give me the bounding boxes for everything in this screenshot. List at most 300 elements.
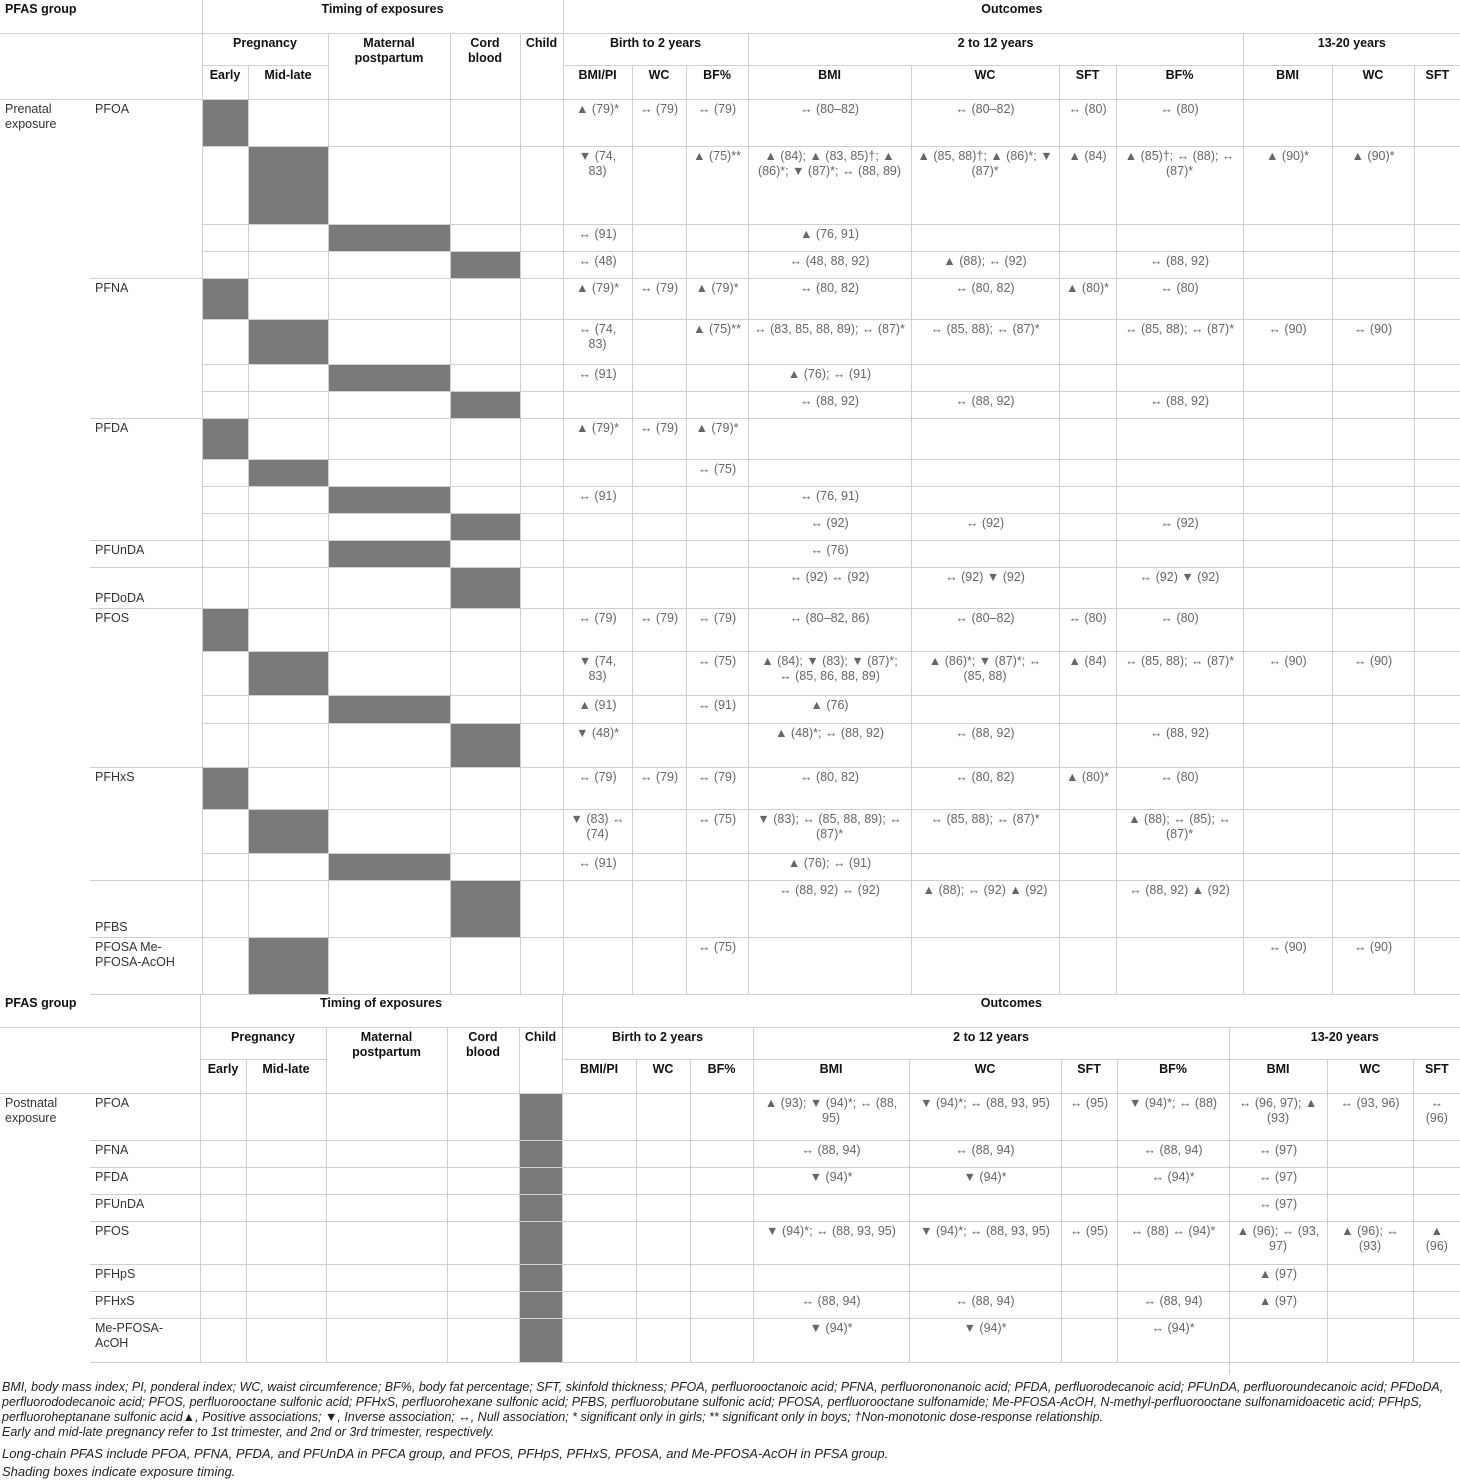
outcome-cell: ↔ (94)* (1117, 1167, 1229, 1194)
exposure-timing-cell (520, 540, 563, 567)
exposure-timing-cell (200, 1291, 246, 1318)
exposure-timing-cell (200, 1194, 246, 1221)
outcome-cell: ↔ (88, 94) (1117, 1291, 1229, 1318)
exposure-timing-cell (248, 251, 328, 278)
exposure-timing-cell (447, 1291, 519, 1318)
exposure-row (0, 1093, 1460, 1140)
outcome-cell (563, 937, 632, 994)
outcome-cell: ↔ (80) (1116, 608, 1243, 651)
outcome-cell (1414, 391, 1460, 418)
sft-header: SFT (1059, 65, 1116, 99)
exposure-timing-cell (520, 278, 563, 319)
exposure-timing-cell (519, 1140, 562, 1167)
wc-header: WC (1327, 1059, 1413, 1093)
exposure-timing-cell (246, 1093, 326, 1140)
outcome-cell: ↔ (88, 94) (753, 1291, 909, 1318)
outcome-cell (911, 418, 1059, 459)
exposure-timing-cell (519, 1264, 562, 1291)
exposure-timing-cell (447, 1194, 519, 1221)
exposure-timing-cell (520, 723, 563, 767)
pfas-compound-label: PFOA (90, 1093, 200, 1140)
postnatal-body (0, 1093, 1460, 1362)
outcome-cell (1243, 767, 1332, 809)
exposure-timing-cell (450, 513, 520, 540)
pfas-compound-label: Me-PFOSA-AcOH (90, 1318, 200, 1362)
outcome-cell: ▼ (94)*; ↔ (88, 93, 95) (909, 1093, 1061, 1140)
outcome-cell (1059, 486, 1116, 513)
exposure-timing-cell (520, 695, 563, 723)
outcome-cell (1327, 1167, 1413, 1194)
outcome-cell (1327, 1318, 1413, 1362)
outcome-cell: ▲ (80)* (1059, 278, 1116, 319)
outcome-cell: ▲ (84); ▼ (83); ▼ (87)*; ↔ (85, 86, 88, 89) (748, 651, 911, 695)
prenatal-body (0, 99, 1460, 994)
outcome-cell (748, 937, 911, 994)
outcome-cell (1116, 937, 1243, 994)
outcome-cell (1332, 880, 1414, 937)
outcome-cell: ↔ (79) (563, 608, 632, 651)
outcome-cell: ↔ (91) (563, 853, 632, 880)
exposure-timing-cell (450, 767, 520, 809)
exposure-timing-cell (520, 853, 563, 880)
exposure-timing-cell (328, 364, 450, 391)
outcome-cell: ▲ (80)* (1059, 767, 1116, 809)
outcome-cell: ▲ (91) (563, 695, 632, 723)
outcome-cell (562, 1093, 636, 1140)
outcome-cell: ↔ (75) (686, 459, 748, 486)
outcome-cell (1059, 459, 1116, 486)
outcome-cell: ▲ (93); ▼ (94)*; ↔ (88, 95) (753, 1093, 909, 1140)
outcome-cell (686, 224, 748, 251)
outcome-cell (1059, 853, 1116, 880)
outcome-cell (1414, 695, 1460, 723)
exposure-timing-cell (326, 1167, 447, 1194)
outcome-cell: ↔ (79) (632, 99, 686, 146)
timing-footnote: Early and mid-late pregnancy refer to 1st trimester, and 2nd or 3rd trimester, respectively. (2, 1425, 495, 1439)
outcome-cell (753, 1264, 909, 1291)
outcome-cell (632, 567, 686, 608)
exposure-row (0, 880, 1460, 937)
exposure-timing-cell (447, 1140, 519, 1167)
exposure-timing-cell (328, 418, 450, 459)
outcome-cell (1243, 567, 1332, 608)
mid-late-header: Mid-late (246, 1059, 326, 1093)
outcome-cell: ↔ (92) (748, 513, 911, 540)
exposure-row (0, 767, 1460, 809)
outcome-cell: ↔ (94)* (1117, 1318, 1229, 1362)
pfas-compound-label: PFUnDA (90, 1194, 200, 1221)
outcome-cell: ↔ (90) (1332, 319, 1414, 364)
outcome-cell (632, 540, 686, 567)
outcome-cell: ▲ (84); ▲ (83, 85)†; ▲ (86)*; ▼ (87)*; ↔ (88, 89) (748, 146, 911, 224)
outcome-cell: ▲ (79)* (563, 99, 632, 146)
exposure-timing-cell (246, 1264, 326, 1291)
outcome-cell (1332, 723, 1414, 767)
outcome-cell: ▲ (88); ↔ (92) (911, 251, 1059, 278)
outcome-cell (1116, 418, 1243, 459)
exposure-timing-cell (326, 1093, 447, 1140)
early-header: Early (202, 65, 248, 99)
exposure-timing-cell (328, 853, 450, 880)
outcome-cell (690, 1194, 753, 1221)
outcome-cell (636, 1167, 690, 1194)
outcome-cell: ▲ (48)*; ↔ (88, 92) (748, 723, 911, 767)
outcome-cell (1061, 1140, 1117, 1167)
exposure-timing-cell (326, 1264, 447, 1291)
divider (1229, 1360, 1230, 1374)
exposure-timing-cell (248, 880, 328, 937)
outcome-cell: ↔ (80, 82) (911, 767, 1059, 809)
exposure-timing-cell (246, 1167, 326, 1194)
outcome-cell (1243, 418, 1332, 459)
outcome-cell (563, 567, 632, 608)
exposure-timing-cell (200, 1167, 246, 1194)
outcome-cell (563, 540, 632, 567)
exposure-timing-cell (328, 695, 450, 723)
exposure-timing-cell (248, 809, 328, 853)
exposure-timing-cell (520, 567, 563, 608)
outcome-cell (1061, 1318, 1117, 1362)
outcome-cell (1061, 1264, 1117, 1291)
outcome-cell (1332, 364, 1414, 391)
pfas-compound-label: PFOS (90, 1221, 200, 1264)
outcome-cell: ↔ (80, 82) (748, 767, 911, 809)
exposure-period-label: Prenatal exposure (5, 101, 57, 131)
outcome-cell (1414, 364, 1460, 391)
outcome-cell (1414, 224, 1460, 251)
exposure-row (0, 1221, 1460, 1264)
outcome-cell (911, 486, 1059, 513)
outcome-cell (911, 853, 1059, 880)
exposure-timing-cell (202, 937, 248, 994)
outcome-cell (562, 1264, 636, 1291)
outcome-cell: ▲ (79)* (686, 278, 748, 319)
outcome-cell (636, 1318, 690, 1362)
outcome-cell: ↔ (85, 88); ↔ (87)* (1116, 319, 1243, 364)
outcome-cell (690, 1318, 753, 1362)
exposure-timing-cell (450, 146, 520, 224)
outcome-cell: ▲ (97) (1229, 1264, 1327, 1291)
outcome-cell (1332, 391, 1414, 418)
exposure-timing-cell (248, 319, 328, 364)
outcome-cell (1059, 567, 1116, 608)
outcome-cell: ↔ (75) (686, 651, 748, 695)
outcome-cell: ▲ (75)** (686, 146, 748, 224)
outcome-cell: ▼ (94)*; ↔ (88) (1117, 1093, 1229, 1140)
exposure-timing-cell (248, 608, 328, 651)
exposure-timing-cell (328, 809, 450, 853)
outcome-cell: ↔ (93, 96) (1327, 1093, 1413, 1140)
exposure-timing-cell (202, 459, 248, 486)
exposure-timing-cell (202, 319, 248, 364)
outcome-cell (1332, 418, 1414, 459)
outcome-cell: ↔ (79) (686, 608, 748, 651)
outcome-cell: ▼ (94)* (753, 1318, 909, 1362)
exposure-timing-cell (246, 1318, 326, 1362)
outcome-cell (1243, 391, 1332, 418)
outcome-cell: ↔ (97) (1229, 1194, 1327, 1221)
outcome-cell (1061, 1291, 1117, 1318)
outcome-cell: ↔ (76, 91) (748, 486, 911, 513)
outcome-cell (636, 1140, 690, 1167)
pregnancy-header: Pregnancy (202, 33, 328, 65)
exposure-timing-cell (202, 364, 248, 391)
exposure-timing-cell (520, 767, 563, 809)
outcome-cell: ↔ (91) (563, 364, 632, 391)
outcome-cell (1413, 1140, 1460, 1167)
outcome-cell: ▲ (86)*; ▼ (87)*; ↔ (85, 88) (911, 651, 1059, 695)
outcome-cell (911, 695, 1059, 723)
outcome-cell: ▼ (94)* (753, 1167, 909, 1194)
exposure-timing-cell (202, 391, 248, 418)
exposure-timing-cell (248, 567, 328, 608)
outcome-cell (1332, 99, 1414, 146)
exposure-row (0, 1318, 1460, 1362)
exposure-row (0, 486, 1460, 513)
outcome-cell: ▲ (88); ↔ (85); ↔ (87)* (1116, 809, 1243, 853)
exposure-timing-cell (202, 278, 248, 319)
exposure-timing-cell (248, 767, 328, 809)
outcome-cell (1327, 1140, 1413, 1167)
outcome-cell: ↔ (88, 92) (748, 391, 911, 418)
exposure-timing-cell (450, 391, 520, 418)
outcome-cell: ↔ (90) (1243, 651, 1332, 695)
outcome-cell (1332, 695, 1414, 723)
outcome-cell (911, 459, 1059, 486)
table-footnotes (2, 1380, 1458, 1479)
exposure-timing-cell (200, 1221, 246, 1264)
outcome-cell: ↔ (90) (1332, 937, 1414, 994)
exposure-row (0, 695, 1460, 723)
outcome-cell (632, 391, 686, 418)
outcome-cell: ↔ (96) (1413, 1093, 1460, 1140)
outcome-cell (911, 937, 1059, 994)
outcome-cell: ↔ (92) ▼ (92) (1116, 567, 1243, 608)
exposure-timing-cell (520, 937, 563, 994)
outcome-cell: ↔ (88, 94) (909, 1291, 1061, 1318)
pfas-compound-label: PFDA (90, 1167, 200, 1194)
outcome-cell: ▲ (96) (1413, 1221, 1460, 1264)
outcome-cell (686, 251, 748, 278)
outcome-cell: ↔ (80–82, 86) (748, 608, 911, 651)
early-header: Early (200, 1059, 246, 1093)
exposure-timing-cell (202, 880, 248, 937)
exposure-timing-cell (248, 391, 328, 418)
outcome-cell: ▼ (94)*; ↔ (88, 93, 95) (753, 1221, 909, 1264)
shading-footnote: Shading boxes indicate exposure timing. (2, 1464, 236, 1479)
outcome-cell (632, 723, 686, 767)
exposure-timing-cell (450, 99, 520, 146)
outcome-cell: ▲ (88); ↔ (92) ▲ (92) (911, 880, 1059, 937)
outcome-cell (1243, 459, 1332, 486)
exposure-timing-cell (328, 723, 450, 767)
sft-header: SFT (1413, 1059, 1460, 1093)
outcome-cell: ↔ (80, 82) (748, 278, 911, 319)
exposure-timing-cell (519, 1291, 562, 1318)
exposure-timing-cell (248, 695, 328, 723)
mid-late-header: Mid-late (248, 65, 328, 99)
outcome-cell (686, 391, 748, 418)
exposure-timing-cell (450, 608, 520, 651)
postnatal-table (0, 994, 1460, 1363)
outcome-cell (632, 224, 686, 251)
outcome-cell: ↔ (76) (748, 540, 911, 567)
bf-header: BF% (1117, 1059, 1229, 1093)
outcome-cell (686, 880, 748, 937)
outcome-cell (632, 459, 686, 486)
outcome-cell (1414, 937, 1460, 994)
outcome-cell (1413, 1291, 1460, 1318)
outcome-cell: ↔ (75) (686, 937, 748, 994)
exposure-timing-cell (447, 1221, 519, 1264)
outcome-cell: ↔ (80–82) (911, 608, 1059, 651)
outcome-cell (1061, 1194, 1117, 1221)
outcome-cell (1059, 391, 1116, 418)
exposure-timing-cell (520, 224, 563, 251)
outcome-cell: ↔ (97) (1229, 1167, 1327, 1194)
wc-header: WC (909, 1059, 1061, 1093)
exposure-timing-cell (202, 418, 248, 459)
outcome-cell: ↔ (85, 88); ↔ (87)* (1116, 651, 1243, 695)
outcome-cell (1414, 319, 1460, 364)
outcome-cell: ↔ (88, 92) (1116, 251, 1243, 278)
outcome-cell (1414, 809, 1460, 853)
outcome-cell (753, 1194, 909, 1221)
outcome-cell (1332, 486, 1414, 513)
exposure-timing-cell (248, 418, 328, 459)
outcome-cell (636, 1291, 690, 1318)
outcome-cell (563, 513, 632, 540)
outcomes-header: Outcomes (563, 0, 1460, 33)
exposure-row (0, 937, 1460, 994)
pfas-compound-label: PFUnDA (90, 540, 202, 567)
outcome-cell (1229, 1318, 1327, 1362)
exposure-timing-cell (520, 418, 563, 459)
outcome-cell: ↔ (48) (563, 251, 632, 278)
outcome-cell (911, 224, 1059, 251)
exposure-row (0, 1264, 1460, 1291)
outcome-cell: ▲ (85)†; ↔ (88); ↔ (87)* (1116, 146, 1243, 224)
exposure-row (0, 459, 1460, 486)
exposure-timing-cell (328, 319, 450, 364)
outcome-cell (1116, 853, 1243, 880)
outcome-cell: ▲ (76); ↔ (91) (748, 853, 911, 880)
outcome-cell: ▲ (76, 91) (748, 224, 911, 251)
exposure-timing-cell (202, 486, 248, 513)
exposure-period-label: Postnatal exposure (5, 1095, 58, 1125)
outcome-cell (636, 1194, 690, 1221)
outcome-cell (1414, 540, 1460, 567)
bf-header: BF% (686, 65, 748, 99)
outcome-cell: ↔ (79) (632, 608, 686, 651)
exposure-timing-cell (326, 1221, 447, 1264)
exposure-row (0, 608, 1460, 651)
outcome-cell (909, 1264, 1061, 1291)
outcome-cell (562, 1221, 636, 1264)
pfas-compound-label: PFOS (90, 608, 202, 767)
exposure-timing-cell (202, 695, 248, 723)
postnatal-header (0, 994, 1460, 1093)
outcome-cell (1327, 1291, 1413, 1318)
pfas-compound-label: PFHxS (90, 767, 202, 880)
outcome-cell (1061, 1167, 1117, 1194)
exposure-timing-cell (519, 1194, 562, 1221)
exposure-timing-cell (248, 540, 328, 567)
exposure-timing-cell (450, 486, 520, 513)
outcome-cell: ↔ (88, 92) (911, 723, 1059, 767)
outcome-cell (563, 459, 632, 486)
exposure-timing-cell (450, 937, 520, 994)
outcome-cell (686, 540, 748, 567)
outcome-cell (1059, 513, 1116, 540)
exposure-timing-cell (200, 1140, 246, 1167)
outcome-cell (1243, 364, 1332, 391)
outcome-cell: ▼ (94)* (909, 1318, 1061, 1362)
wc-header: WC (636, 1059, 690, 1093)
exposure-row (0, 651, 1460, 695)
outcome-cell (563, 391, 632, 418)
exposure-timing-cell (519, 1221, 562, 1264)
outcome-cell (1414, 459, 1460, 486)
outcome-cell: ▲ (84) (1059, 146, 1116, 224)
outcome-cell (1327, 1194, 1413, 1221)
outcome-cell (562, 1291, 636, 1318)
outcome-cell (632, 809, 686, 853)
outcome-cell: ↔ (74, 83) (563, 319, 632, 364)
age-birth-2-header: Birth to 2 years (563, 33, 748, 65)
outcome-cell (1059, 364, 1116, 391)
outcome-cell (1332, 459, 1414, 486)
outcome-cell (690, 1093, 753, 1140)
exposure-timing-cell (326, 1291, 447, 1318)
exposure-row (0, 278, 1460, 319)
outcome-cell (636, 1093, 690, 1140)
outcome-cell (1327, 1264, 1413, 1291)
outcome-cell: ▼ (83); ↔ (85, 88, 89); ↔ (87)* (748, 809, 911, 853)
outcome-cell (1059, 319, 1116, 364)
outcome-cell: ↔ (83, 85, 88, 89); ↔ (87)* (748, 319, 911, 364)
exposure-timing-cell (450, 853, 520, 880)
exposure-timing-cell (447, 1264, 519, 1291)
outcome-cell: ↔ (91) (563, 486, 632, 513)
exposure-timing-cell (248, 146, 328, 224)
outcome-cell (1332, 513, 1414, 540)
outcome-cell (1414, 880, 1460, 937)
exposure-timing-cell (450, 224, 520, 251)
outcome-cell (1243, 486, 1332, 513)
outcome-cell (690, 1264, 753, 1291)
exposure-timing-cell (519, 1093, 562, 1140)
exposure-timing-cell (447, 1318, 519, 1362)
age-2-12-header: 2 to 12 years (748, 33, 1243, 65)
exposure-row (0, 567, 1460, 608)
exposure-timing-cell (202, 513, 248, 540)
exposure-timing-cell (200, 1264, 246, 1291)
pfas-compound-label: PFNA (90, 278, 202, 418)
exposure-row (0, 251, 1460, 278)
exposure-timing-cell (202, 723, 248, 767)
wc-header: WC (1332, 65, 1414, 99)
exposure-timing-cell (328, 880, 450, 937)
outcome-cell (632, 880, 686, 937)
exposure-timing-cell (450, 540, 520, 567)
outcome-cell: ↔ (79) (686, 767, 748, 809)
pfas-compound-label: PFOA (90, 99, 202, 278)
outcome-cell (632, 651, 686, 695)
outcome-cell (1414, 767, 1460, 809)
bmi-header: BMI (748, 65, 911, 99)
outcome-cell: ▼ (94)* (909, 1167, 1061, 1194)
